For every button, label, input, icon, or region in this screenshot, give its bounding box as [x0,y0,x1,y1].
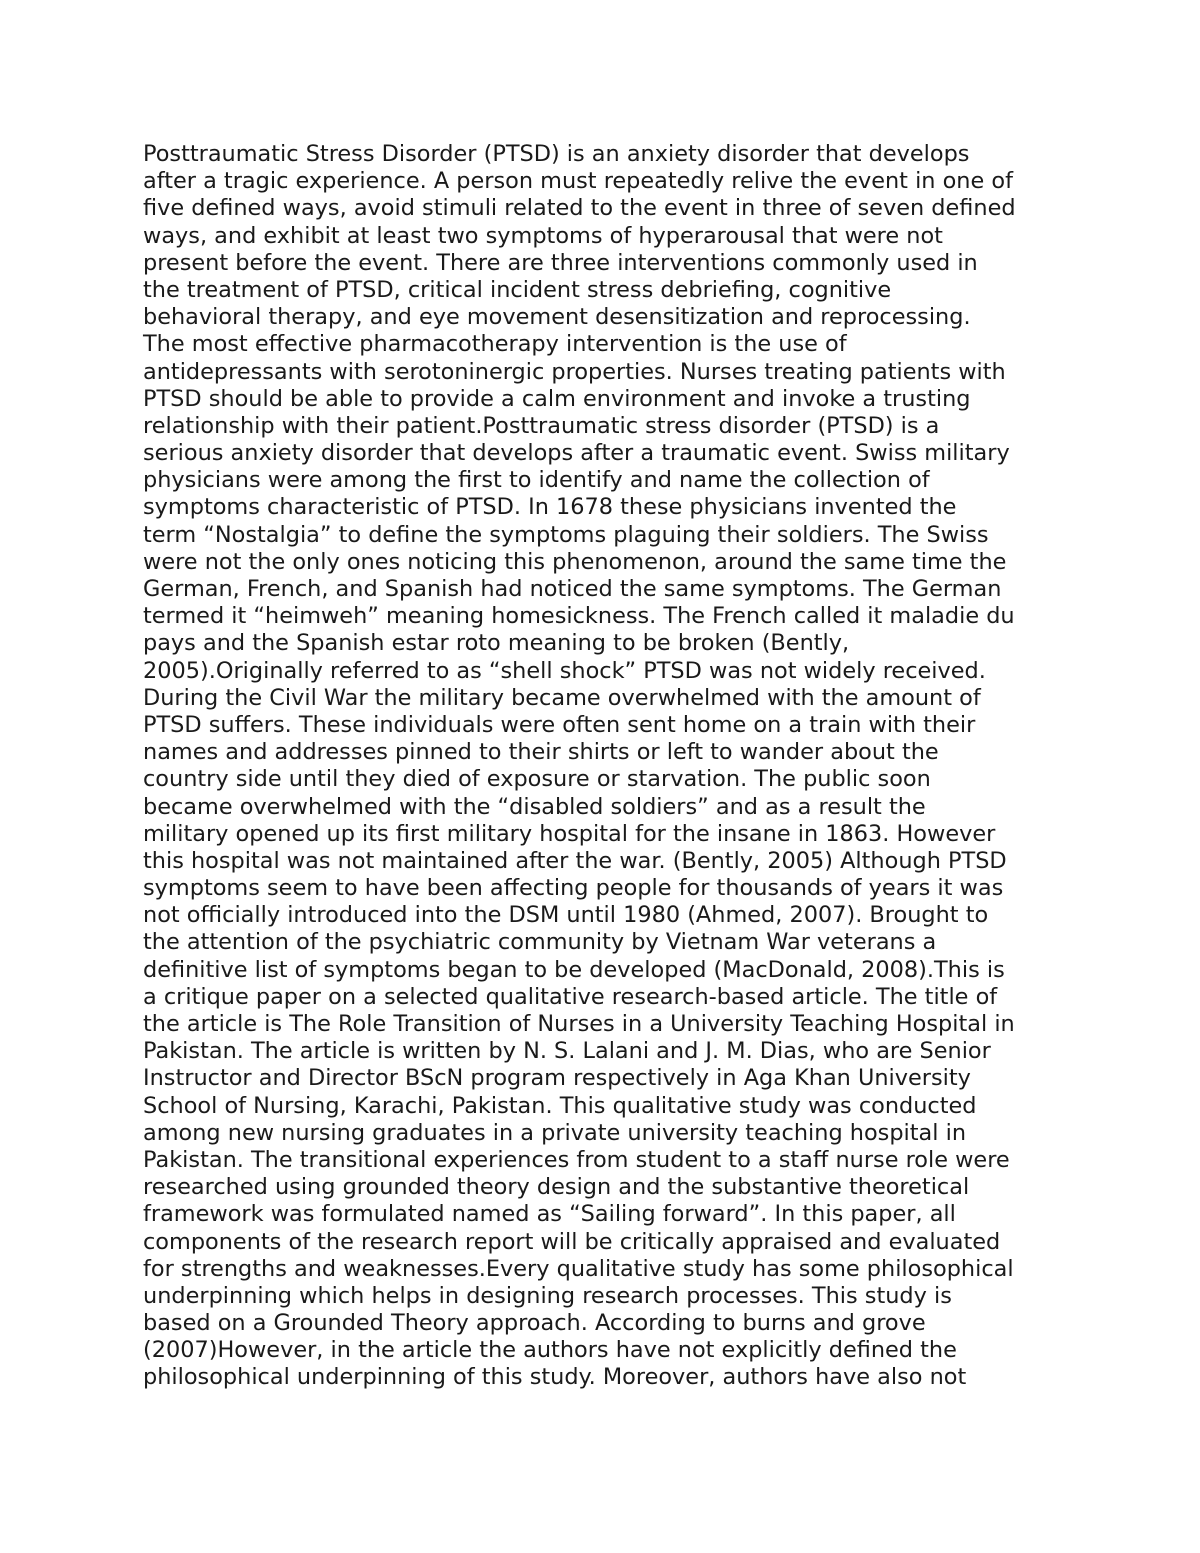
text-line: 2005).Originally referred to as “shell shock” PTSD was not widely received. [143,657,986,684]
text-line: serious anxiety disorder that develops after a traumatic event. Swiss military [143,440,1010,467]
text-line: During the Civil War the military became overwhelmed with the amount of [143,684,981,711]
text-line: became overwhelmed with the “disabled soldiers” and as a result the [143,793,926,820]
text-line: names and addresses pinned to their shirts or left to wander about the [143,739,939,766]
text-line: Pakistan. The article is written by N. S. Lalani and J. M. Dias, who are Senior [143,1038,991,1065]
text-line: based on a Grounded Theory approach. According to burns and grove [143,1310,926,1337]
text-line: military opened up its first military hospital for the insane in 1863. However [143,820,996,847]
text-line: PTSD suffers. These individuals were often sent home on a train with their [143,711,976,738]
text-line: Instructor and Director BScN program respectively in Aga Khan University [143,1065,971,1092]
text-line: researched using grounded theory design and the substantive theoretical [143,1174,970,1201]
text-line: behavioral therapy, and eye movement desensitization and reprocessing. [143,304,971,331]
text-line: symptoms seem to have been affecting people for thousands of years it was [143,875,1004,902]
text-line: five defined ways, avoid stimuli related to the event in three of seven defined [143,195,1016,222]
text-line: relationship with their patient.Posttraumatic stress disorder (PTSD) is a [143,412,940,439]
text-line: a critique paper on a selected qualitative research-based article. The title of [143,983,998,1010]
text-line: PTSD should be able to provide a calm environment and invoke a trusting [143,385,971,412]
text-line: the attention of the psychiatric community by Vietnam War veterans a [143,929,937,956]
text-line: underpinning which helps in designing research processes. This study is [143,1282,952,1309]
text-line: Pakistan. The transitional experiences from student to a staff nurse role were [143,1146,1010,1173]
text-line: this hospital was not maintained after the war. (Bently, 2005) Although PTSD [143,847,1007,874]
text-line: philosophical underpinning of this study. Moreover, authors have also not [143,1364,967,1391]
text-line: (2007)However, in the article the authors have not explicitly defined the [143,1337,957,1364]
text-line: antidepressants with serotoninergic properties. Nurses treating patients with [143,358,1006,385]
text-line: The most effective pharmacotherapy intervention is the use of [143,331,847,358]
text-line: School of Nursing, Karachi, Pakistan. This qualitative study was conducted [143,1092,977,1119]
text-line: definitive list of symptoms began to be developed (MacDonald, 2008).This is [143,956,1005,983]
text-line: after a tragic experience. A person must repeatedly relive the event in one of [143,168,1013,195]
body-text [143,141,1083,1392]
text-line: among new nursing graduates in a private university teaching hospital in [143,1119,967,1146]
text-line: term “Nostalgia” to define the symptoms plaguing their soldiers. The Swiss [143,521,989,548]
text-line: symptoms characteristic of PTSD. In 1678 these physicians invented the [143,494,957,521]
text-line: framework was formulated named as “Sailing forward”. In this paper, all [143,1201,956,1228]
text-line: components of the research report will be critically appraised and evaluated [143,1228,1001,1255]
text-line: physicians were among the first to identify and name the collection of [143,467,930,494]
text-line: for strengths and weaknesses.Every qualitative study has some philosophical [143,1255,1014,1282]
text-line: pays and the Spanish estar roto meaning to be broken (Bently, [143,630,850,657]
text-line: not officially introduced into the DSM until 1980 (Ahmed, 2007). Brought to [143,902,989,929]
text-line: ways, and exhibit at least two symptoms of hyperarousal that were not [143,222,943,249]
text-line: the article is The Role Transition of Nurses in a University Teaching Hospital in [143,1011,1015,1037]
text-line: present before the event. There are three interventions commonly used in [143,249,978,276]
text-line: German, French, and Spanish had noticed the same symptoms. The German [143,576,1002,602]
text-line: country side until they died of exposure or starvation. The public soon [143,766,931,793]
text-line: the treatment of PTSD, critical incident stress debriefing, cognitive [143,276,892,303]
text-line: termed it “heimweh” meaning homesickness. The French called it maladie du [143,603,1015,630]
text-line: Posttraumatic Stress Disorder (PTSD) is an anxiety disorder that develops [143,141,970,167]
text-line: were not the only ones noticing this phenomenon, around the same time the [143,548,1007,575]
